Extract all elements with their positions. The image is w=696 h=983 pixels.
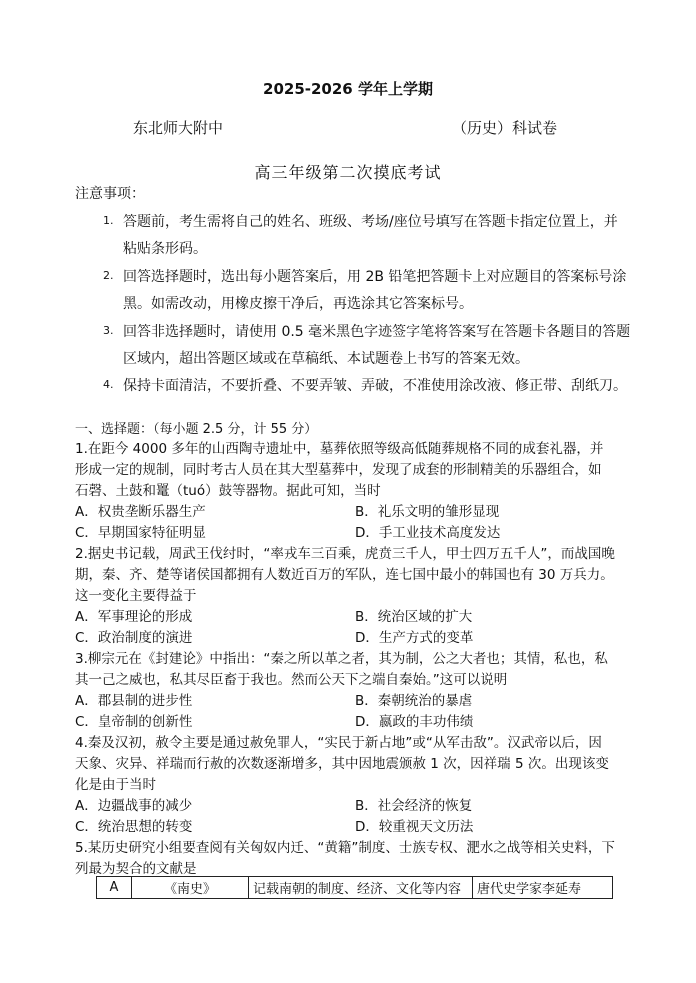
notice-item-number: 1. [103,214,114,227]
notice-item-line: 粘贴条形码。 [123,241,207,257]
question-text-line: 这一变化主要得益于 [75,588,197,604]
question-text-line: 期，秦、齐、楚等诸侯国都拥有人数近百万的军队，连七国中最小的韩国也有 30 万兵力。 [75,567,614,583]
question-text-line: 3.柳宗元在《封建论》中指出：“秦之所以革之者，其为制，公之大者也；其情，私也，私 [75,651,608,667]
question-text-line: 石磬、土鼓和鼍（tuó）鼓等器物。据此可知，当时 [75,483,381,499]
question-text-line: 其一己之威也，私其尽臣畜于我也。然而公天下之端自秦始。”这可以说明 [75,672,508,688]
option-a[interactable]: A．边疆战事的减少 [75,798,193,814]
option-c[interactable]: C．政治制度的演进 [75,630,193,646]
table-row[interactable] [97,877,613,899]
notice-item-number: 3. [103,324,114,337]
table-cell-author: 唐代史学家李延寿 [473,877,613,899]
exam-title: 高三年级第二次摸底考试 [254,163,442,182]
option-d[interactable]: D．嬴政的丰功伟绩 [355,714,474,730]
option-a[interactable]: A．军事理论的形成 [75,609,193,625]
option-d[interactable]: D．生产方式的变革 [355,630,474,646]
question-text-line: 2.据史书记载，周武王伐纣时，“率戎车三百乘，虎贲三千人，甲士四万五千人”，而战国晚 [75,546,615,562]
option-a[interactable]: A．权贵垄断乐器生产 [75,504,206,520]
option-d[interactable]: D．手工业技术高度发达 [355,525,501,541]
subject-name: （历史）科试卷 [452,119,558,137]
notice-heading: 注意事项： [75,186,145,202]
notice-item-line: 答题前，考生需将自己的姓名、班级、考场/座位号填写在答题卡指定位置上，并 [123,214,618,230]
question-text-line: 形成一定的规制，同时考古人员在其大型墓葬中，发现了成套的形制精美的乐器组合，如 [75,462,602,478]
notice-item-line: 区域内，超出答题区域或在草稿纸、本试题卷上书写的答案无效。 [123,351,529,367]
question-text-line: 1.在距今 4000 多年的山西陶寺遗址中，墓葬依照等级高低随葬规格不同的成套礼器，并 [75,441,604,457]
option-d[interactable]: D．较重视天文历法 [355,819,474,835]
question-text-line: 5.某历史研究小组要查阅有关匈奴内迁、“黄籍”制度、士族专权、淝水之战等相关史料，下 [75,840,615,856]
option-b[interactable]: B．统治区域的扩大 [355,609,473,625]
option-c[interactable]: C．早期国家特征明显 [75,525,206,541]
document-options-table [96,876,613,899]
option-c[interactable]: C．皇帝制的创新性 [75,714,193,730]
notice-item-number: 2. [103,269,114,282]
question-text-line: 列最为契合的文献是 [75,861,197,877]
question-text-line: 4.秦及汉初，赦令主要是通过赦免罪人，“实民于新占地”或“从军击敌”。汉武帝以后，因 [75,735,602,751]
option-b[interactable]: B．社会经济的恢复 [355,798,473,814]
school-name: 东北师大附中 [133,119,224,137]
notice-item-number: 4. [103,378,114,391]
notice-item-line: 黑。如需改动，用橡皮擦干净后，再选涂其它答案标号。 [123,296,473,312]
table-cell-content: 记载南朝的制度、经济、文化等内容 [249,877,473,899]
table-cell-document: 《南史》 [132,877,249,899]
notice-item-line: 保持卡面清洁，不要折叠、不要弄皱、弄破，不准使用涂改液、修正带、刮纸刀。 [123,378,627,394]
notice-item-line: 回答选择题时，选出每小题答案后，用 2B 铅笔把答题卡上对应题目的答案标号涂 [123,269,627,285]
table-cell-option: A [97,877,132,899]
option-b[interactable]: B．秦朝统治的暴虐 [355,693,473,709]
option-b[interactable]: B．礼乐文明的雏形显现 [355,504,500,520]
option-a[interactable]: A．郡县制的进步性 [75,693,193,709]
year-term-title: 2025-2026 学年上学期 [263,80,433,98]
question-text-line: 化是由于当时 [75,777,156,793]
section-heading: 一、选择题：（每小题 2.5 分，计 55 分） [75,422,318,437]
question-text-line: 天象、灾异、祥瑞而行赦的次数逐渐增多，其中因地震颁赦 1 次，因祥瑞 5 次。出现该变 [75,756,609,772]
notice-item-line: 回答非选择题时，请使用 0.5 毫米黑色字迹签字笔将答案写在答题卡各题目的答题 [123,324,631,340]
option-c[interactable]: C．统治思想的转变 [75,819,193,835]
